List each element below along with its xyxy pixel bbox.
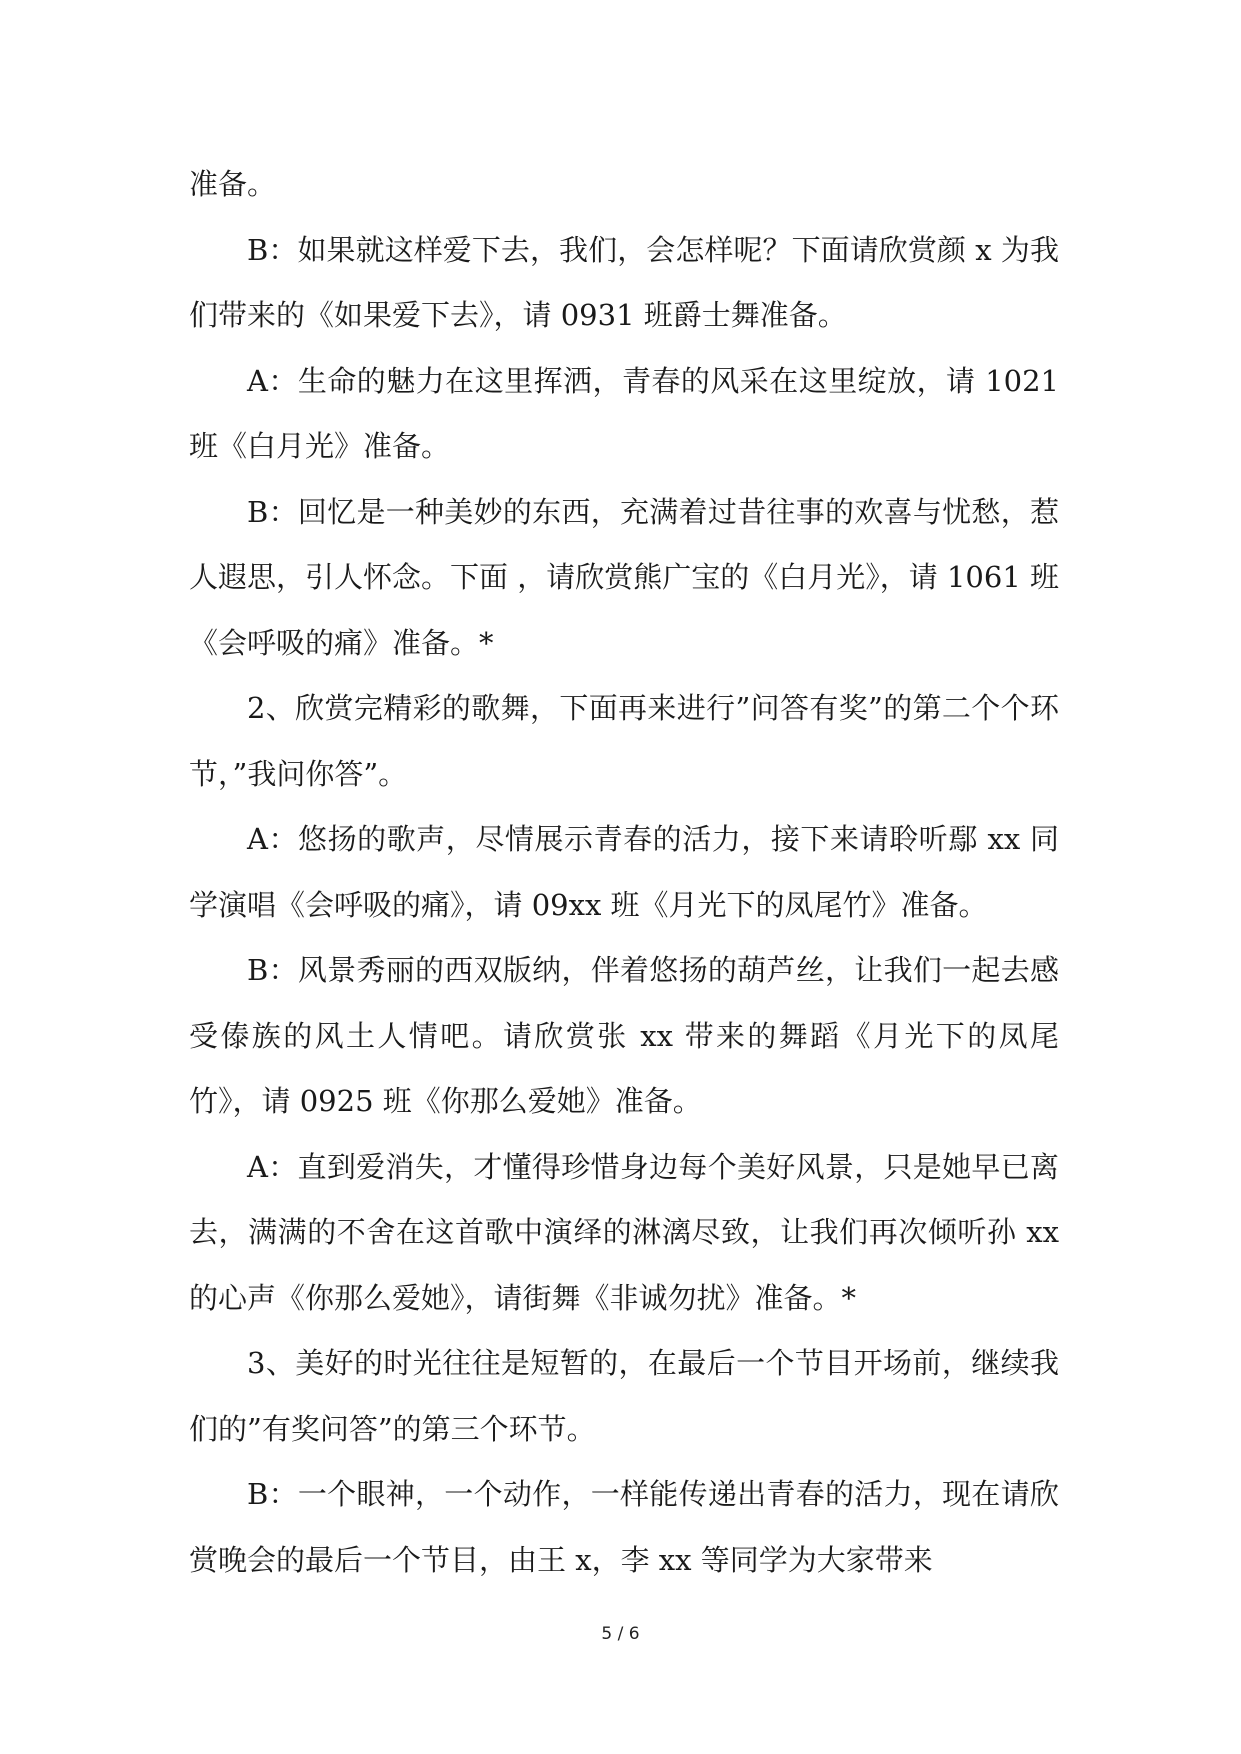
paragraph: B：一个眼神，一个动作，一样能传递出青春的活力，现在请欣赏晚会的最后一个节目，由王 x，李 xx 等同学为大家带来 <box>189 1477 1059 1577</box>
paragraph: A：悠扬的歌声，尽情展示青春的活力，接下来请聆听鄢 xx 同学演唱《会呼吸的痛》，请 09xx 班《月光下的凤尾竹》准备。 <box>189 822 1059 922</box>
paragraph: 2、欣赏完精彩的歌舞，下面再来进行”问答有奖”的第二个个环节，”我问你答”。 <box>189 691 1059 791</box>
paragraph: B：回忆是一种美妙的东西，充满着过昔往事的欢喜与忧愁，惹人遐思，引人怀念。下面 ，请欣赏熊广宝的《白月光》，请 1061 班《会呼吸的痛》准备。* <box>189 494 1059 660</box>
paragraph: A：直到爱消失，才懂得珍惜身边每个美好风景，只是她早已离去，满满的不舍在这首歌中演绎的淋漓尽致，让我们再次倾听孙 xx 的心声《你那么爱她》，请街舞《非诚勿扰》准备。* <box>189 1149 1059 1315</box>
page-number: 5 / 6 <box>601 1624 640 1644</box>
paragraph: 准备。 <box>189 167 277 201</box>
paragraph: B：风景秀丽的西双版纳，伴着悠扬的葫芦丝，让我们一起去感受傣族的风土人情吧。请欣赏张 xx 带来的舞蹈《月光下的凤尾竹》，请 0925 班《你那么爱她》准备。 <box>189 953 1059 1118</box>
paragraph: B：如果就这样爱下去，我们，会怎样呢？下面请欣赏颜 x 为我们带来的《如果爱下去》，请 0931 班爵士舞准备。 <box>189 232 1059 332</box>
paragraph: A：生命的魅力在这里挥洒，青春的风采在这里绽放，请 1021 班《白月光》准备。 <box>189 363 1059 463</box>
document-body <box>189 152 1059 1593</box>
paragraph: 3、美好的时光往往是短暂的，在最后一个节目开场前，继续我们的”有奖问答”的第三个环节。 <box>189 1346 1059 1446</box>
